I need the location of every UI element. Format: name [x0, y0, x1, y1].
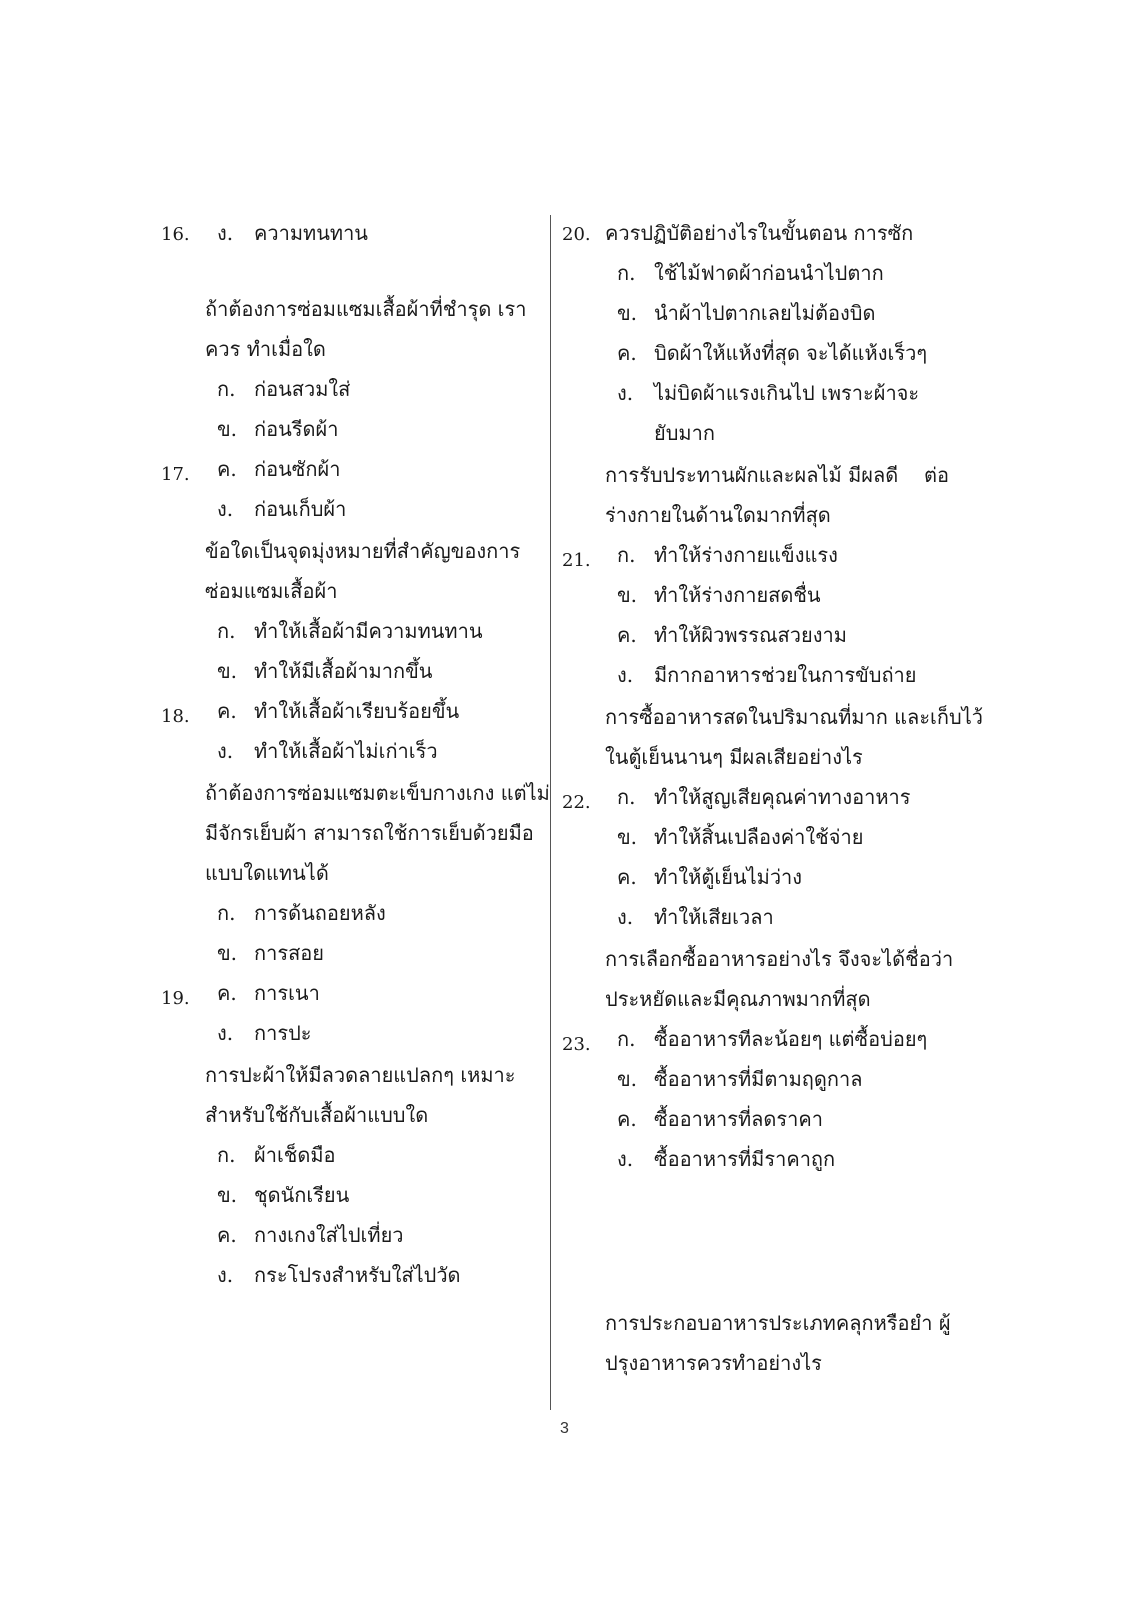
option-text: ทำให้ร่างกายสดชื่น [654, 583, 821, 607]
question-text: ข้อใดเป็นจุดมุ่งหมายที่สำคัญของการ [205, 539, 521, 563]
option-letter: ง. [217, 739, 234, 763]
question-text: ต่อ [924, 463, 949, 487]
option-text: ชุดนักเรียน [254, 1183, 350, 1207]
option-letter: ข. [217, 417, 238, 441]
option-letter: ข. [617, 1067, 638, 1091]
option-letter: ก. [617, 1027, 636, 1051]
question-text: การซื้ออาหารสดในปริมาณที่มาก และเก็บไว้ [605, 705, 983, 729]
question-text: ร่างกายในด้านใดมากที่สุด [605, 503, 831, 527]
option-letter: ข. [217, 659, 238, 683]
question-text: ถ้าต้องการซ่อมแซมตะเข็บกางเกง แต่ไม่ [205, 781, 550, 805]
option-letter: ก. [617, 785, 636, 809]
option-letter: ค. [217, 981, 237, 1005]
option-text: ทำให้เสียเวลา [654, 905, 774, 929]
option-letter: ค. [217, 1223, 237, 1247]
option-letter: ง. [617, 381, 634, 405]
option-text: ก่อนรีดผ้า [254, 417, 339, 441]
option-text: กางเกงใส่ไปเที่ยว [254, 1223, 404, 1247]
option-letter: ค. [217, 457, 237, 481]
option-letter: ค. [217, 699, 237, 723]
page-number: 3 [560, 1420, 569, 1437]
option-text: บิดผ้าให้แห้งที่สุด จะได้แห้งเร็วๆ [654, 341, 928, 365]
option-text: ทำให้เสื้อผ้ามีความทนทาน [254, 619, 483, 643]
option-letter: ข. [617, 583, 638, 607]
option-letter: ง. [217, 221, 234, 245]
question-text: การประกอบอาหารประเภทคลุกหรือยำ ผู้ [605, 1311, 951, 1335]
question-text: ประหยัดและมีคุณภาพมากที่สุด [605, 987, 871, 1011]
option-text: ซื้ออาหารทีละน้อยๆ แต่ซื้อบ่อยๆ [654, 1027, 928, 1051]
option-text: การปะ [254, 1021, 312, 1045]
question-text: การปะผ้าให้มีลวดลายแปลกๆ เหมาะ [205, 1063, 516, 1087]
question-text: การรับประทานผักและผลไม้ มีผลดี [605, 463, 899, 487]
question-text: ซ่อมแซมเสื้อผ้า [205, 579, 338, 603]
option-letter: ก. [217, 901, 236, 925]
option-letter: ง. [617, 663, 634, 687]
column-divider [550, 215, 551, 1410]
option-text: ไม่บิดผ้าแรงเกินไป เพราะผ้าจะ [654, 381, 920, 405]
option-text: ทำให้มีเสื้อผ้ามากขึ้น [254, 659, 433, 683]
option-text: นำผ้าไปตากเลยไม่ต้องบิด [654, 301, 876, 325]
option-letter: ค. [617, 623, 637, 647]
option-text: การสอย [254, 941, 325, 965]
option-text: กระโปรงสำหรับใส่ไปวัด [254, 1263, 461, 1287]
option-letter: ค. [617, 865, 637, 889]
option-text: ทำให้ผิวพรรณสวยงาม [654, 623, 847, 647]
question-text: ควรปฏิบัติอย่างไรในขั้นตอน การซัก [605, 221, 914, 245]
question-text: ควร ทำเมื่อใด [205, 337, 326, 361]
option-text: การเนา [254, 981, 320, 1005]
option-letter: ข. [217, 1183, 238, 1207]
option-text: ทำให้สูญเสียคุณค่าทางอาหาร [654, 785, 911, 809]
option-letter: ง. [217, 1263, 234, 1287]
option-letter: ค. [617, 341, 637, 365]
option-letter: ก. [217, 377, 236, 401]
question-text: มีจักรเย็บผ้า สามารถใช้การเย็บด้วยมือ [205, 821, 534, 845]
option-letter: ก. [617, 543, 636, 567]
option-letter: ก. [217, 1143, 236, 1167]
option-text: ซื้ออาหารที่ลดราคา [654, 1107, 823, 1131]
question-text: การเลือกซื้ออาหารอย่างไร จึงจะได้ชื่อว่า [605, 947, 954, 971]
option-letter: ค. [617, 1107, 637, 1131]
option-text: ก่อนสวมใส่ [254, 377, 351, 401]
question-text: ถ้าต้องการซ่อมแซมเสื้อผ้าที่ชำรุด เรา [205, 297, 527, 321]
question-number: 16. [161, 224, 190, 245]
question-number: 22. [562, 792, 591, 813]
option-text: การด้นถอยหลัง [254, 901, 386, 925]
option-text: ทำให้เสื้อผ้าเรียบร้อยขึ้น [254, 699, 460, 723]
option-letter: ข. [217, 941, 238, 965]
option-letter: ง. [617, 905, 634, 929]
option-text: ยับมาก [654, 421, 715, 445]
question-number: 21. [562, 550, 591, 571]
question-text: ในตู้เย็นนานๆ มีผลเสียอย่างไร [605, 745, 863, 769]
question-number: 19. [161, 988, 190, 1009]
question-number: 20. [562, 224, 591, 245]
option-text: ทำให้ตู้เย็นไม่ว่าง [654, 865, 803, 889]
option-text: ผ้าเช็ดมือ [254, 1143, 336, 1167]
option-letter: ง. [217, 497, 234, 521]
option-text: ซื้ออาหารที่มีตามฤดูกาล [654, 1067, 863, 1091]
option-text: ใช้ไม้ฟาดผ้าก่อนนำไปตาก [654, 261, 884, 285]
question-number: 23. [562, 1034, 591, 1055]
option-text: ทำให้เสื้อผ้าไม่เก่าเร็ว [254, 739, 438, 763]
option-text: ความทนทาน [254, 221, 368, 245]
option-letter: ก. [617, 261, 636, 285]
option-letter: ข. [617, 825, 638, 849]
question-text: ปรุงอาหารควรทำอย่างไร [605, 1351, 822, 1375]
option-text: ก่อนเก็บผ้า [254, 497, 347, 521]
option-letter: ข. [617, 301, 638, 325]
question-number: 18. [161, 706, 190, 727]
option-text: ซื้ออาหารที่มีราคาถูก [654, 1147, 836, 1171]
option-text: ทำให้สิ้นเปลืองค่าใช้จ่าย [654, 825, 864, 849]
option-letter: ก. [217, 619, 236, 643]
question-number: 17. [161, 464, 190, 485]
question-text: สำหรับใช้กับเสื้อผ้าแบบใด [205, 1103, 429, 1127]
question-text: แบบใดแทนได้ [205, 861, 329, 885]
option-letter: ง. [617, 1147, 634, 1171]
option-text: มีกากอาหารช่วยในการขับถ่าย [654, 663, 917, 687]
option-text: ก่อนซักผ้า [254, 457, 341, 481]
option-text: ทำให้ร่างกายแข็งแรง [654, 543, 838, 567]
option-letter: ง. [217, 1021, 234, 1045]
